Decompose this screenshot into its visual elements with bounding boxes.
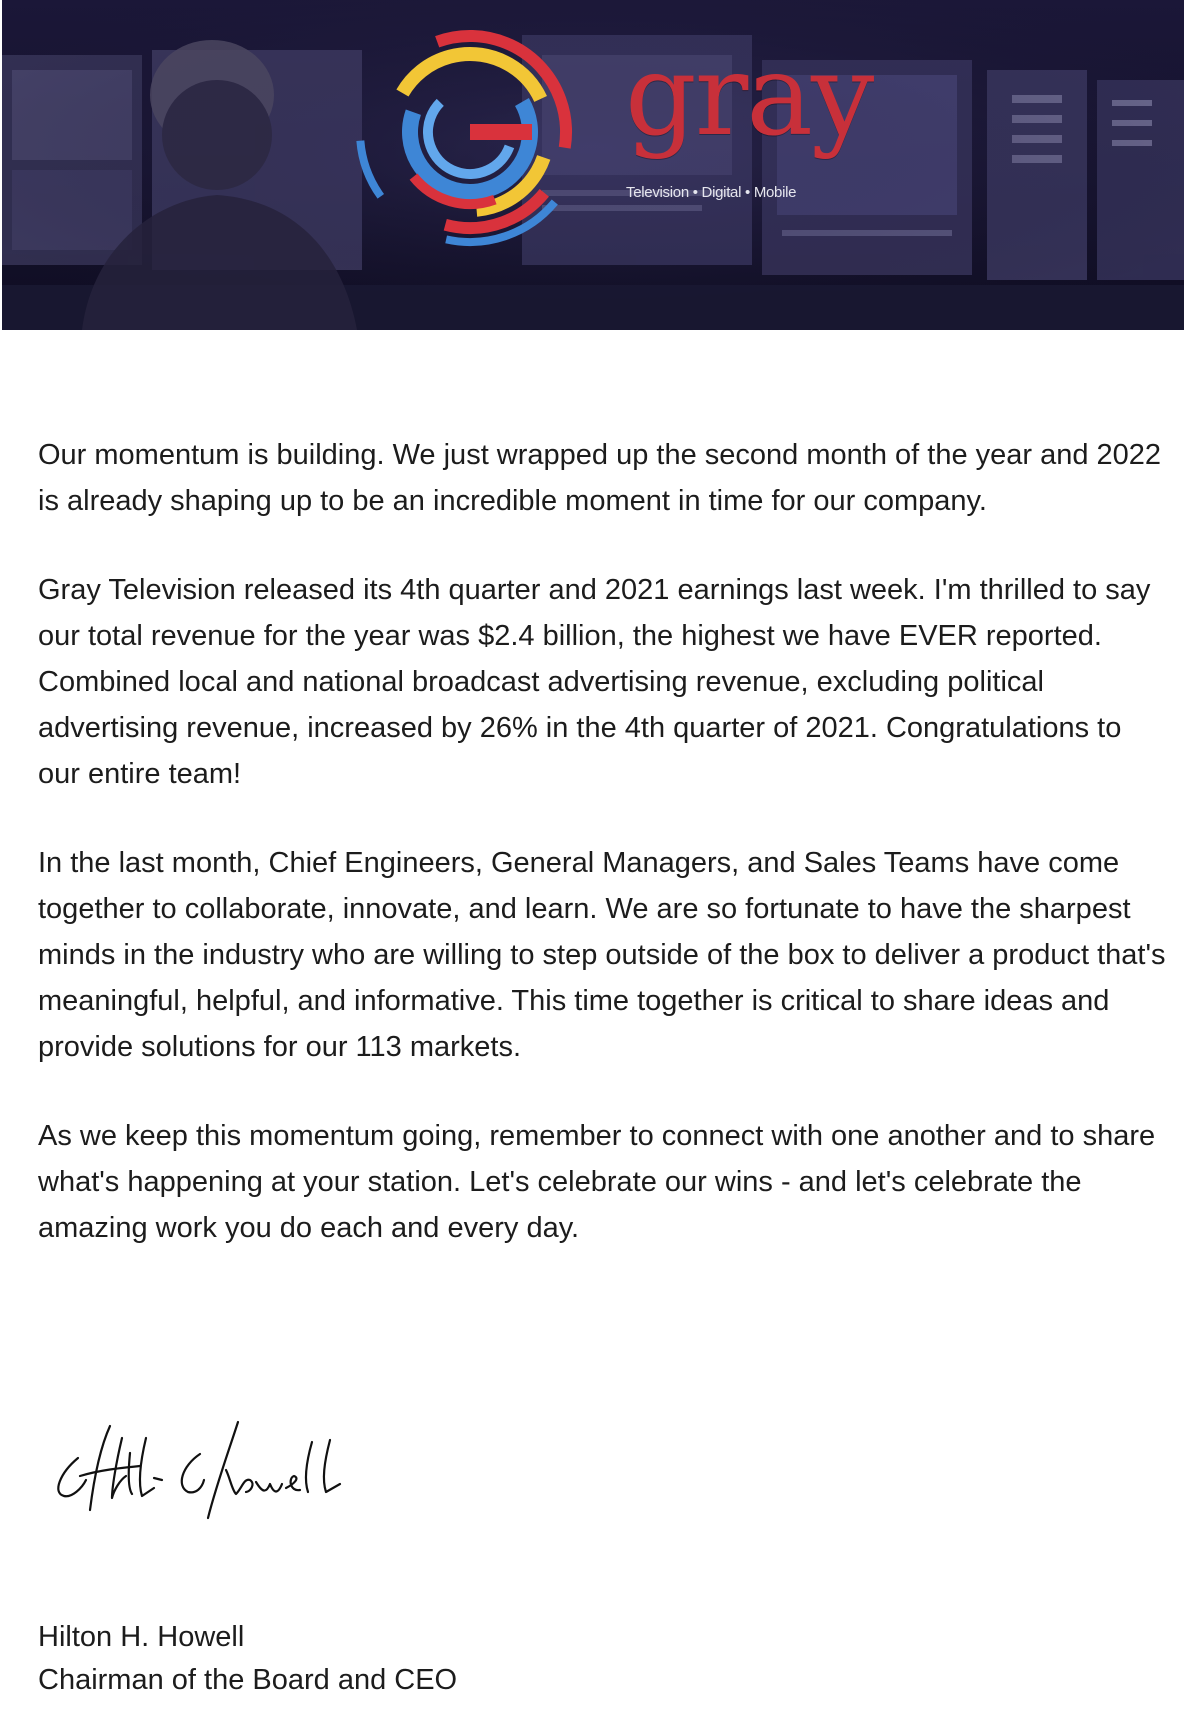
signature-image bbox=[50, 1418, 350, 1528]
signer-block bbox=[38, 1616, 457, 1702]
logo-tagline: Television • Digital • Mobile bbox=[626, 184, 797, 201]
paragraph: Our momentum is building. We just wrapped up the second month of the year and 2022 is already shaping up to be an incredible moment in time for our company. bbox=[38, 439, 1162, 517]
header-banner bbox=[2, 0, 1184, 330]
signer-title: Chairman of the Board and CEO bbox=[38, 1664, 458, 1696]
paragraph: In the last month, Chief Engineers, General Managers, and Sales Teams have come together to collaborate, innovate, and learn. We are so fortunate to have the sharpest minds in the industry who are willing to step outside of the box to deliver a product that's meaningful, helpful, and informative. This time together is critical to share ideas and provide solutions for our 113 markets. bbox=[38, 847, 1166, 1063]
paragraph: Gray Television released its 4th quarter and 2021 earnings last week. I'm thrilled to say our total revenue for the year was $2.4 billion, the highest we have EVER reported. Combined local and national broadcast advertising revenue, excluding political advertising revenue, increased by 26% in the 4th quarter of 2021. Congratulations to our entire team! bbox=[38, 574, 1151, 790]
signer-name: Hilton H. Howell bbox=[38, 1621, 245, 1653]
control-room-background bbox=[2, 0, 1184, 330]
paragraph: As we keep this momentum going, remember to connect with one another and to share what's happening at your station. Let's celebrate our wins - and let's celebrate the amazing work you do each and every day. bbox=[38, 1120, 1156, 1244]
letter-body bbox=[38, 432, 1168, 1251]
logo-wordmark: gray bbox=[625, 31, 873, 161]
